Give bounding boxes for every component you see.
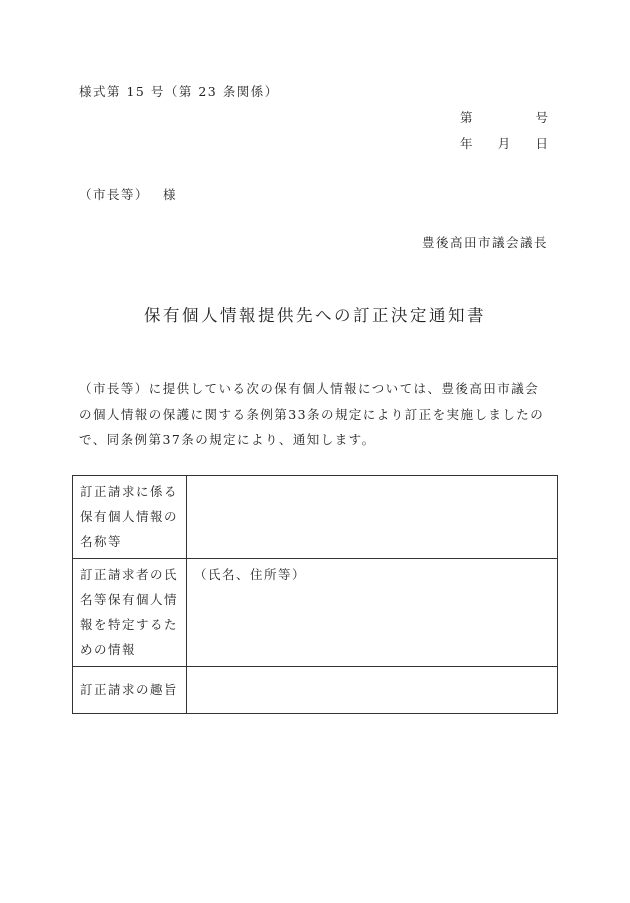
sender: 豊後高田市議会議長	[421, 235, 548, 250]
body-paragraph: （市長等）に提供している次の保有個人情報については、豊後高田市議会の個人情報の保護に関する条例第33条の規定により訂正を実施しましたので、同条例第37条の規定により、通知します。	[79, 381, 545, 447]
date-day: 日	[535, 136, 548, 151]
table-label: 訂正請求者の氏名等保有個人情報を特定するための情報	[73, 559, 187, 667]
document-number-prefix: 第	[460, 110, 473, 125]
document-number-line	[460, 108, 548, 126]
table-row	[73, 476, 558, 559]
addressee	[79, 185, 177, 203]
date-month: 月	[497, 136, 511, 151]
form-number: 様式第 15 号（第 23 条関係）	[79, 84, 279, 99]
table-value	[187, 667, 558, 714]
date-line	[460, 134, 548, 152]
table-label: 訂正請求に係る保有個人情報の名称等	[73, 476, 187, 559]
addressee-honorific: 様	[163, 187, 178, 202]
addressee-name: （市長等）	[79, 187, 150, 202]
table-row	[73, 667, 558, 714]
date-year: 年	[460, 136, 473, 151]
table-value: （氏名、住所等）	[187, 559, 558, 667]
table-row	[73, 559, 558, 667]
info-table	[72, 475, 558, 714]
document-title: 保有個人情報提供先への訂正決定通知書	[144, 306, 486, 325]
document-number-suffix: 号	[535, 110, 548, 125]
table-value	[187, 476, 558, 559]
table-label: 訂正請求の趣旨	[73, 667, 187, 714]
